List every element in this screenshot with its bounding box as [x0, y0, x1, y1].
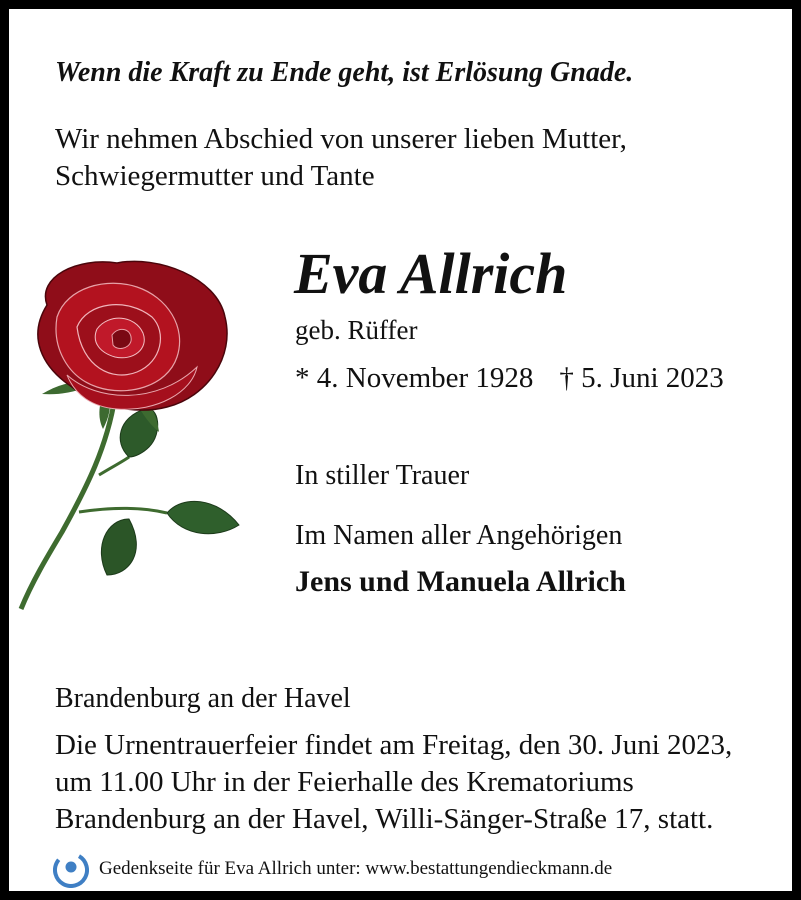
- intro-line-2: Schwiegermutter und Tante: [55, 160, 375, 192]
- rose-stem: [21, 397, 115, 609]
- intro-line-1: Wir nehmen Abschied von unserer lieben Mutter,: [55, 123, 627, 155]
- family-names: Jens und Manuela Allrich: [295, 565, 626, 598]
- ceremony-line-2: um 11.00 Uhr in der Feierhalle des Krematoriums: [55, 766, 634, 798]
- leaf-right: [167, 501, 239, 533]
- mourning-line: In stiller Trauer: [295, 460, 470, 491]
- intro-text: [55, 121, 627, 195]
- memorial-logo-icon: [53, 852, 89, 888]
- rose-branch-upper: [99, 457, 129, 475]
- ceremony-text: [55, 727, 732, 838]
- memorial-page-link[interactable]: Gedenkseite für Eva Allrich unter: www.bestattungendieckmann.de: [99, 858, 613, 879]
- rose-branch: [79, 508, 167, 513]
- place: Brandenburg an der Havel: [55, 683, 351, 714]
- rose-center: [112, 329, 131, 348]
- life-dates: [295, 364, 724, 393]
- on-behalf-line: Im Namen aller Angehörigen: [295, 520, 623, 551]
- rose-illustration: [17, 257, 257, 617]
- leaf-lower: [101, 519, 136, 575]
- death-date: † 5. Juni 2023: [559, 362, 724, 394]
- ceremony-line-3: Brandenburg an der Havel, Willi-Sänger-Straße 17, statt.: [55, 803, 714, 835]
- birth-date: * 4. November 1928: [295, 362, 534, 394]
- ceremony-line-1: Die Urnentrauerfeier findet am Freitag, den 30. Juni 2023,: [55, 729, 733, 761]
- deceased-name: Eva Allrich: [294, 241, 568, 306]
- motto: Wenn die Kraft zu Ende geht, ist Erlösung Gnade.: [55, 57, 634, 88]
- birth-name: geb. Rüffer: [295, 315, 418, 345]
